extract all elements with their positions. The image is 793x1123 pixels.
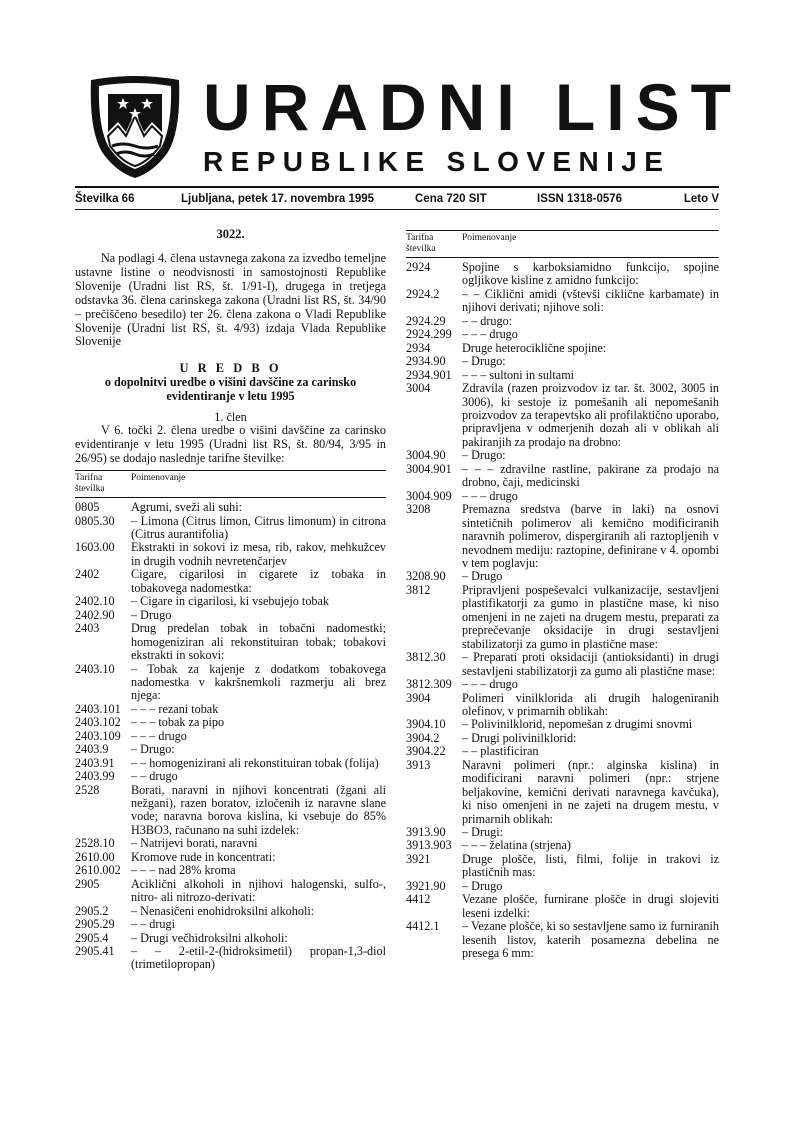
tariff-table-right — [406, 261, 719, 961]
table-row — [75, 851, 386, 864]
tariff-description: Ekstrakti in sokovi iz mesa, rib, rakov, mehkužcev in drugih vodnih nevretenčarjev — [131, 540, 386, 568]
tariff-description: – Preparati proti oksidaciji (antioksidanti) in drugi sestavljeni stabilizatorji za gumo ali plastične mase: — [462, 650, 719, 678]
table-row — [406, 315, 719, 328]
tariff-description: Drug predelan tobak in tobačni nadomestki; homogeniziran ali rekonstituiran tobak; tobakovi ekstrakti in sokovi: — [131, 621, 386, 663]
tariff-description: Cigare, cigarilosi in cigarete iz tobaka in tobakovega nadomestka: — [131, 567, 386, 595]
tariff-description: – – drugo: — [462, 313, 513, 328]
article-heading: 1. člen — [214, 410, 247, 425]
tariff-description: – – – drugo — [462, 327, 518, 342]
tariff-table-header — [75, 470, 386, 498]
table-row — [406, 342, 719, 355]
issn: ISSN 1318-0576 — [537, 193, 623, 205]
tariff-description: – Drugo — [131, 607, 172, 622]
table-row — [406, 759, 719, 826]
tariff-code: 2528.10 — [75, 836, 115, 851]
tariff-description: Vezane plošče, furnirane plošče in drugi slojeviti leseni izdelki: — [462, 892, 719, 920]
table-row — [75, 905, 386, 918]
table-row — [406, 880, 719, 893]
tariff-code: 3913 — [406, 757, 431, 772]
table-row — [406, 651, 719, 678]
tariff-code: 2403.10 — [75, 661, 115, 676]
tariff-description: – Tobak za kajenje z dodatkom tobakovega nadomestka v kakršnemkoli razmerju ali brez njega: — [131, 661, 386, 703]
table-row — [75, 622, 386, 662]
tariff-description: – – – sultoni in sultami — [462, 367, 575, 382]
table-row — [406, 503, 719, 570]
tariff-table-left — [75, 501, 386, 972]
tariff-code: 3904 — [406, 690, 431, 705]
tariff-description: – Drugi večhidroksilni alkoholi: — [131, 930, 288, 945]
issue-price: Cena 720 SIT — [415, 193, 487, 205]
tariff-code: 3913.90 — [406, 825, 446, 840]
tariff-description: – Natrijevi borati, naravni — [131, 836, 258, 851]
table-row — [75, 568, 386, 595]
tariff-description: Kromove rude in koncentrati: — [131, 849, 276, 864]
table-row — [406, 826, 719, 839]
tariff-description: – – – drugo — [131, 728, 187, 743]
document-number: 3022. — [216, 227, 245, 241]
table-row — [406, 570, 719, 583]
tariff-code: 2403.101 — [75, 701, 121, 716]
coat-of-arms-icon — [88, 74, 182, 180]
tariff-description: – Drugo: — [462, 448, 506, 463]
tariff-description: – – drugi — [131, 917, 176, 932]
tariff-description: – – – rezani tobak — [131, 701, 219, 716]
tariff-description: – – – drugo — [462, 677, 518, 692]
issue-place-date: Ljubljana, petek 17. novembra 1995 — [181, 193, 375, 205]
tariff-code: 1603.00 — [75, 540, 115, 555]
tariff-code: 2403.109 — [75, 728, 121, 743]
tariff-code: 2403.99 — [75, 769, 115, 784]
tariff-code: 2528 — [75, 782, 100, 797]
tariff-description: – – Ciklični amidi (vštevši ciklične karbamate) in njihovi derivati; njihove soli: — [462, 286, 719, 315]
tariff-code: 2924 — [406, 260, 431, 274]
table-row — [406, 288, 719, 315]
tariff-description: Polimeri vinilklorida ali drugih halogeniranih olefinov, v primarnih oblikah: — [462, 690, 719, 718]
table-row — [75, 784, 386, 838]
table-row — [406, 355, 719, 368]
table-row — [406, 920, 719, 960]
decree-subtitle-line-1: o dopolnitvi uredbe o višini davščine za carinsko — [104, 375, 357, 390]
tariff-code: 2403.102 — [75, 715, 121, 730]
tariff-description: – Polivinilklorid, nepomešan z drugimi snovmi — [462, 717, 693, 732]
column-header-code-line-1: Tarifna — [406, 233, 434, 243]
tariff-description: – Drugi: — [462, 825, 503, 840]
tariff-code: 2934.901 — [406, 367, 452, 382]
tariff-description: – – – zdravilne rastline, pakirane za prodajo na drobno, čaji, medicinski — [462, 461, 719, 490]
tariff-description: – Drugo — [462, 878, 503, 893]
tariff-description: – – – nad 28% kroma — [131, 863, 236, 878]
tariff-code: 4412 — [406, 892, 431, 907]
tariff-code: 3004 — [406, 381, 431, 396]
table-row — [406, 853, 719, 880]
table-row — [75, 541, 386, 568]
tariff-description: – Nenasičeni enohidroksilni alkoholi: — [131, 903, 315, 918]
table-row — [75, 918, 386, 931]
tariff-description: – – homogenizirani ali rekonstituiran tobak (folija) — [131, 755, 379, 770]
table-row — [406, 718, 719, 731]
tariff-code: 3812 — [406, 582, 431, 597]
tariff-code: 3904.10 — [406, 717, 446, 732]
table-row — [406, 369, 719, 382]
masthead-title: URADNI LIST — [203, 70, 742, 144]
column-header-name: Poimenovanje — [462, 233, 517, 243]
article-paragraph: V 6. točki 2. člena uredbe o višini davščine za carinsko evidentiranje v letu 1995 (Uradni list RS, št. 80/94, 3/95 in 26/95) se dodajo naslednje tarifne številke: — [75, 423, 386, 466]
table-row — [75, 703, 386, 716]
issue-number: Številka 66 — [75, 193, 135, 205]
tariff-description: – Cigare in cigarilosi, ki vsebujejo tobak — [131, 594, 330, 609]
tariff-code: 2905.4 — [75, 930, 109, 945]
table-row — [406, 261, 719, 288]
tariff-description: – – – tobak za pipo — [131, 715, 225, 730]
tariff-code: 3004.901 — [406, 461, 452, 476]
tariff-code: 3812.30 — [406, 650, 446, 665]
table-row — [406, 463, 719, 490]
table-row — [75, 663, 386, 703]
tariff-description: Naravni polimeri (npr.: alginska kislina) in modificirani naravni polimeri (npr.: strjene beljakovine, kemični derivati naravnega kavčuka), ki niso omenjeni in ne zajeti na drugem mestu, v primarnih oblikah: — [462, 757, 719, 826]
tariff-description: – Vezane plošče, ki so sestavljene samo iz furniranih lesenih listov, katerih posamezna debelina ne presega 6 mm: — [462, 919, 719, 961]
tariff-code: 2402 — [75, 567, 100, 582]
table-row — [406, 692, 719, 719]
tariff-code: 3904.22 — [406, 744, 446, 759]
tariff-description: – Limona (Citrus limon, Citrus limonum) in citrona (Citrus aurantifolia) — [131, 513, 386, 541]
tariff-description: – Drugo — [462, 569, 503, 584]
table-row — [75, 878, 386, 905]
table-row — [406, 678, 719, 691]
tariff-description: Borati, naravni in njihovi koncentrati (žgani ali nežgani), razen boratov, izločenih iz naravne slane vode; naravna borova kislina, ki vsebuje do 85% H3BO3, računano na suhi izdelek: — [131, 782, 386, 837]
table-row — [75, 945, 386, 972]
column-header-code-line-2: številka — [75, 484, 105, 495]
table-row — [75, 595, 386, 608]
table-row — [75, 837, 386, 850]
left-column — [75, 227, 386, 972]
tariff-code: 2610.00 — [75, 849, 115, 864]
tariff-code: 2402.90 — [75, 607, 115, 622]
tariff-description: – Drugi polivinilklorid: — [462, 730, 577, 745]
table-row — [75, 609, 386, 622]
tariff-code: 2934 — [406, 340, 431, 355]
tariff-description: – – drugo — [131, 769, 178, 784]
tariff-table-header — [406, 230, 719, 258]
tariff-code: 2403 — [75, 621, 100, 636]
tariff-code: 2610.002 — [75, 863, 121, 878]
table-row — [75, 743, 386, 756]
table-row — [406, 732, 719, 745]
tariff-description: Spojine s karboksiamidno funkcijo, spojine ogljikove kisline z amidno funkcijo: — [462, 260, 719, 288]
tariff-description: Druge heterociklične spojine: — [462, 340, 607, 355]
tariff-description: Pripravljeni pospeševalci vulkanizacije, sestavljeni plastifikatorji za gumo in plastične mase, ki niso omenjeni in ne zajeti na drugem mestu, preparati za preprečevanje oksidacije in drugi sestavljeni stabilizatorji za gumo in plastične mase: — [462, 582, 719, 651]
tariff-description: Aciklični alkoholi in njihovi halogenski, sulfo-, nitro- ali nitrozo-derivati: — [131, 876, 386, 905]
tariff-code: 3812.309 — [406, 677, 452, 692]
tariff-description: Zdravila (razen proizvodov iz tar. št. 3002, 3005 in 3006), ki sestoje iz pomešanih ali nepomešanih proizvodov za terapevtsko ali profilaktično uporabo, pripravljena v odmerjenih dozah ali v oblikah ali pakiranjih za prodajo na drobno: — [462, 381, 719, 449]
table-row — [75, 770, 386, 783]
tariff-code: 2403.9 — [75, 742, 109, 757]
tariff-code: 2905.29 — [75, 917, 115, 932]
tariff-code: 3904.2 — [406, 730, 440, 745]
table-row — [406, 839, 719, 852]
tariff-description: – Drugo: — [131, 742, 175, 757]
table-row — [75, 716, 386, 729]
issue-info-bar — [75, 191, 719, 207]
tariff-code: 2905 — [75, 876, 100, 891]
tariff-code: 0805.30 — [75, 513, 115, 528]
tariff-code: 0805 — [75, 500, 100, 515]
tariff-code: 2924.2 — [406, 286, 440, 301]
tariff-code: 3913.903 — [406, 838, 452, 853]
column-header-code-line-1: Tarifna — [75, 473, 103, 484]
tariff-description: – – – želatina (strjena) — [462, 838, 571, 853]
tariff-code: 2403.91 — [75, 755, 115, 770]
preamble-paragraph: Na podlagi 4. člena ustavnega zakona za izvedbo temeljne ustavne listine o neodvisnosti in samostojnosti Republike Slovenije (Uradni list RS, št. 1/91-I), drugega in tretjega odstavka 36. člena carinskega zakona (Uradni list RS, št. 34/90 – prečiščeno besedilo) ter 26. člena zakona o Vladi Republike Slovenije (Uradni list RS, št. 4/93) izdaja Vlada Republike Slovenije — [75, 251, 386, 349]
tariff-code: 2934.90 — [406, 354, 446, 369]
tariff-code: 3004.909 — [406, 488, 452, 503]
tariff-description: Premazna sredstva (barve in laki) na osnovi sintetičnih polimerov ali kemično modificiranih naravnih polimerov, dispergiranih ali raztopljenih v nevodnem mediju: raztopine, definirane v 4. opombi v tem poglavju: — [462, 502, 719, 570]
table-row — [75, 730, 386, 743]
masthead-subtitle: REPUBLIKE SLOVENIJE — [203, 146, 671, 177]
issue-year: Leto V — [683, 193, 719, 205]
info-bar-divider — [75, 209, 719, 210]
tariff-code: 2905.41 — [75, 944, 115, 959]
tariff-description: Agrumi, sveži ali suhi: — [131, 500, 243, 515]
table-row — [406, 584, 719, 651]
tariff-description: – – plastificiran — [462, 744, 539, 759]
tariff-code: 3208.90 — [406, 569, 446, 584]
table-row — [406, 893, 719, 920]
tariff-code: 4412.1 — [406, 919, 440, 934]
decree-subtitle-line-2: evidentiranje v letu 1995 — [166, 389, 295, 404]
tariff-description: – – 2-etil-2-(hidroksimetil) propan-1,3-diol (trimetilopropan) — [131, 944, 386, 972]
table-row — [406, 328, 719, 341]
tariff-description: – – – drugo — [462, 488, 518, 503]
table-row — [75, 501, 386, 514]
tariff-description: – Drugo: — [462, 354, 506, 369]
table-row — [75, 757, 386, 770]
tariff-code: 2924.299 — [406, 327, 452, 342]
masthead-divider — [75, 186, 719, 188]
column-header-code-line-2: številka — [406, 244, 436, 254]
table-row — [406, 490, 719, 503]
table-row — [406, 382, 719, 449]
tariff-description: Druge plošče, listi, filmi, folije in trakovi iz plastičnih mas: — [462, 851, 719, 880]
right-column — [406, 230, 719, 961]
tariff-code: 3208 — [406, 502, 431, 517]
tariff-code: 2905.2 — [75, 903, 109, 918]
table-row — [75, 932, 386, 945]
table-row — [406, 449, 719, 462]
tariff-code: 3004.90 — [406, 448, 446, 463]
decree-heading: U R E D B O — [179, 361, 282, 376]
tariff-code: 2924.29 — [406, 313, 446, 328]
table-row — [75, 515, 386, 542]
table-row — [406, 745, 719, 758]
tariff-code: 2402.10 — [75, 594, 115, 609]
tariff-code: 3921.90 — [406, 878, 446, 893]
table-row — [75, 864, 386, 877]
tariff-code: 3921 — [406, 851, 431, 866]
column-header-name: Poimenovanje — [131, 473, 186, 484]
